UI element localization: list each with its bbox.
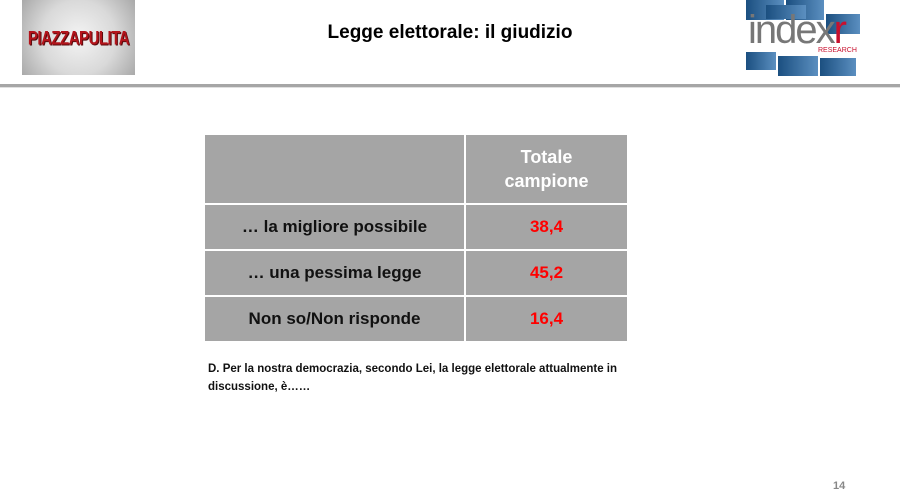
column-header: Totale campione bbox=[465, 134, 628, 204]
table-header-row bbox=[204, 134, 628, 204]
logo-left-text: PIAZZAPULITA bbox=[27, 27, 130, 50]
question-note: D. Per la nostra democrazia, secondo Lei, la legge elettorale attualmente in discussione, è…… bbox=[208, 363, 618, 393]
slide-title: Legge elettorale: il giudizio bbox=[327, 22, 573, 43]
results-table bbox=[203, 133, 629, 343]
index-research-logo bbox=[746, 0, 864, 77]
row-value: 38,4 bbox=[465, 204, 628, 250]
table-row bbox=[204, 204, 628, 250]
table-row bbox=[204, 296, 628, 342]
row-value: 45,2 bbox=[465, 250, 628, 296]
row-value: 16,4 bbox=[465, 296, 628, 342]
row-label: Non so/Non risponde bbox=[204, 296, 465, 342]
logo-right-sub: RESEARCH bbox=[818, 47, 857, 54]
logo-right-text: indexr bbox=[748, 8, 845, 52]
header-empty-cell bbox=[204, 134, 465, 204]
table-row bbox=[204, 250, 628, 296]
header-divider-shadow bbox=[0, 87, 900, 88]
row-label: … una pessima legge bbox=[204, 250, 465, 296]
row-label: … la migliore possibile bbox=[204, 204, 465, 250]
page-number: 14 bbox=[833, 480, 846, 492]
